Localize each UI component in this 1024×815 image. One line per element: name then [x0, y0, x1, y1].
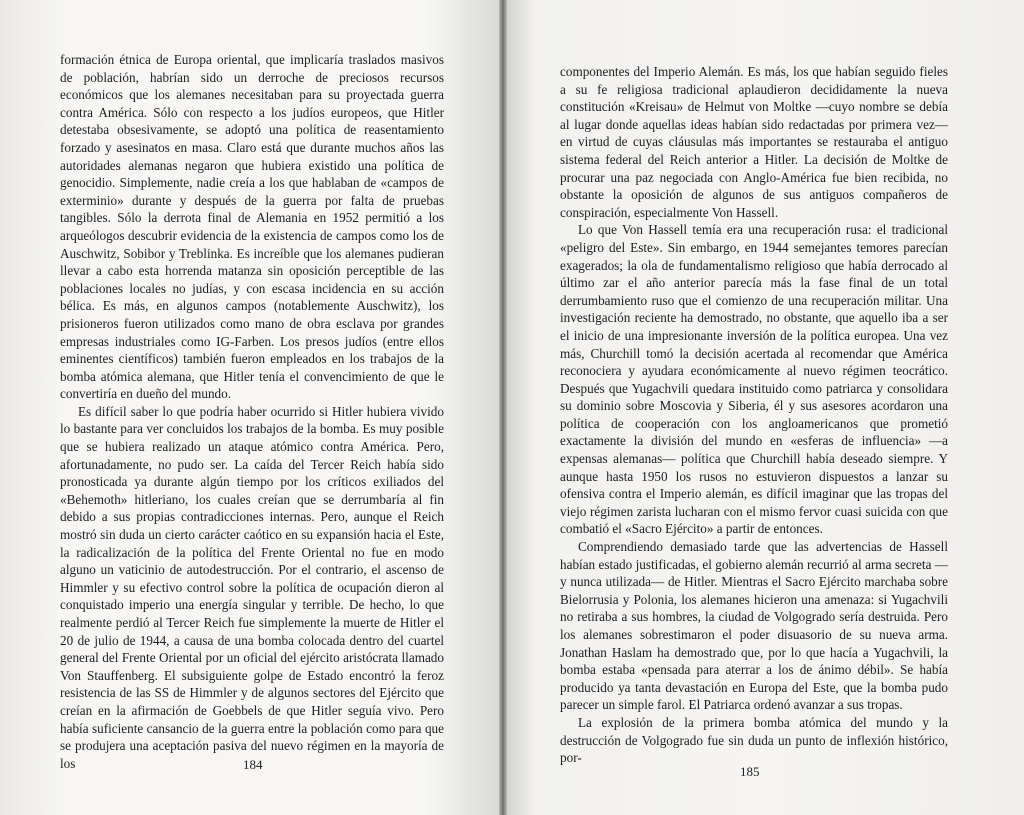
- page-number: 185: [740, 764, 760, 779]
- right-page-body: [560, 63, 948, 767]
- page-number: 184: [243, 757, 263, 772]
- paragraph: Comprendiendo demasiado tarde que las advertencias de Hassell habían estado justificadas, el gobierno alemán recurrió al arma secreta —y nunca utilizada— de Hitler. Mientras el Sacro Ejército marchaba sobre Bielorrusia y Polonia, los alemanes hicieron una amenaza: si Yugachvili no retiraba a sus hombres, la ciudad de Volgogrado sería destruida. Pero los alemanes sobrestimaron el poder disuasorio de su nueva arma. Jonathan Haslam ha demostrado que, por lo que hacía a Yugachvili, la bomba estaba «pensada para aterrar a los de ánimo débil». Se había producido ya tanta devastación en Europa del Este, que la bomba pudo parecer un simple farol. El Patriarca ordenó avanzar a sus tropas.: [560, 539, 948, 713]
- paragraph: Es difícil saber lo que podría haber ocurrido si Hitler hubiera vivido lo bastante para ver concluidos los trabajos de la bomba. Es muy posible que se hubiera realizado un ataque atómico contra América. Pero, afortunadamente, no pudo ser. La caída del Tercer Reich había sido pronosticada ya durante algún tiempo por los críticos exiliados del «Behemoth» hitleriano, los cuales creían que se derrumbaría al fin debido a sus propias contradicciones internas. Pero, aunque el Reich mostró sin duda un cierto carácter caótico en su expansión hacia el Este, la radicalización de la política del Frente Oriental no fue en modo alguno un vaticinio de autodestrucción. Por el contrario, el ascenso de Himmler y su efectivo control sobre la política de ocupación dieron al conquistado imperio una energía singular y terrible. De hecho, lo que realmente perdió al Tercer Reich fue simplemente la muerte de Hitler el 20 de julio de 1944, a causa de una bomba colocada dentro del cuartel general del Frente Oriental por un oficial del ejército aristócrata llamado Von Stauffenberg. El subsiguiente golpe de Estado encontró la feroz resistencia de las SS de Himmler y de algunos sectores del Ejército que creían en la afirmación de Goebbels de que Hitler seguía vivo. Pero había suficiente cansancio de la guerra entre la población como para que se produjera una aceptación pasiva del nuevo régimen en la mayoría de los: [60, 403, 444, 771]
- book-gutter: [499, 0, 507, 815]
- paragraph: formación étnica de Europa oriental, que implicaría traslados masivos de población, habrían sido un derroche de preciosos recursos económicos que los alemanes necesitaban para su proyectada guerra contra América. Sólo con respecto a los judíos europeos, que Hitler detestaba obsesivamente, se adoptó una política de reasentamiento forzado y asesinatos en masa. Claro está que durante muchos años las autoridades alemanas negaron que hubiera existido una política de genocidio. Simplemente, nadie creía a los que hablaban de «campos de exterminio» durante y después de la guerra por falta de pruebas tangibles. Sólo la derrota final de Alemania en 1952 permitió a los arqueólogos descubrir evidencia de la existencia de campos como los de Auschwitz, Sobibor y Treblinka. Es increíble que los alemanes pudieran llevar a cabo esta horrenda matanza sin oposición perceptible de las poblaciones locales no judías, y con escasa incidencia en su acción bélica. Es más, en algunos campos (notablemente Auschwitz), los prisioneros fueron utilizados como mano de obra esclava por grandes empresas industriales como IG-Farben. Los presos judíos (entre ellos eminentes científicos) también fueron empleados en los trabajos de la bomba atómica alemana, que Hitler tenía el convencimiento de que le convertiría en dueño del mundo.: [60, 52, 444, 402]
- right-page: [503, 0, 1024, 815]
- paragraph: componentes del Imperio Alemán. Es más, los que habían seguido fieles a su fe religiosa tradicional aplaudieron decididamente la nueva constitución «Kreisau» de Helmut von Moltke —cuyo nombre se debía al lugar donde aquellas ideas habían sido redactadas por primera vez— en virtud de cuyas cláusulas más importantes se restauraba el antiguo sistema federal del Reich anterior a Hitler. La decisión de Moltke de procurar una paz negociada con Anglo-América fue bien recibida, no obstante la oposición de algunos de sus antiguos compañeros de conspiración, especialmente Von Hassell.: [560, 64, 948, 220]
- left-page-body: [60, 51, 444, 772]
- left-page: [0, 0, 503, 815]
- paragraph: La explosión de la primera bomba atómica del mundo y la destrucción de Volgogrado fue sin duda un punto de inflexión histórico, por-: [560, 714, 948, 766]
- paragraph: Lo que Von Hassell temía era una recuperación rusa: el tradicional «peligro del Este». Sin embargo, en 1944 semejantes temores parecían exagerados; la ola de fundamentalismo religioso que había derrocado al último zar el año anterior parecía más la fase final de un total derrumbamiento ruso que el comienzo de una recuperación militar. Una investigación reciente ha demostrado, no obstante, que aquello iba a ser el inicio de una impresionante inversión de la política europea. Una vez más, Churchill tomó la decisión acertada al recomendar que América reconociera y ayudara económicamente al nuevo régimen teocrático. Después que Yugachvili quedara instituido como patriarca y consolidara su dominio sobre Moscovia y Siberia, él y sus asesores acordaron una política de cooperación con los angloamericanos que prometió exactamente la división del mundo en «esferas de influencia» —a expensas alemanas— política que Churchill había deseado siempre. Y aunque hasta 1950 los rusos no estuvieron dispuestos a lanzar su ofensiva contra el Imperio alemán, es difícil imaginar que las tropas del viejo régimen zarista lucharan con el mismo fervor cuasi suicida con que combatió el «Sacro Ejército» a partir de entonces.: [560, 222, 948, 537]
